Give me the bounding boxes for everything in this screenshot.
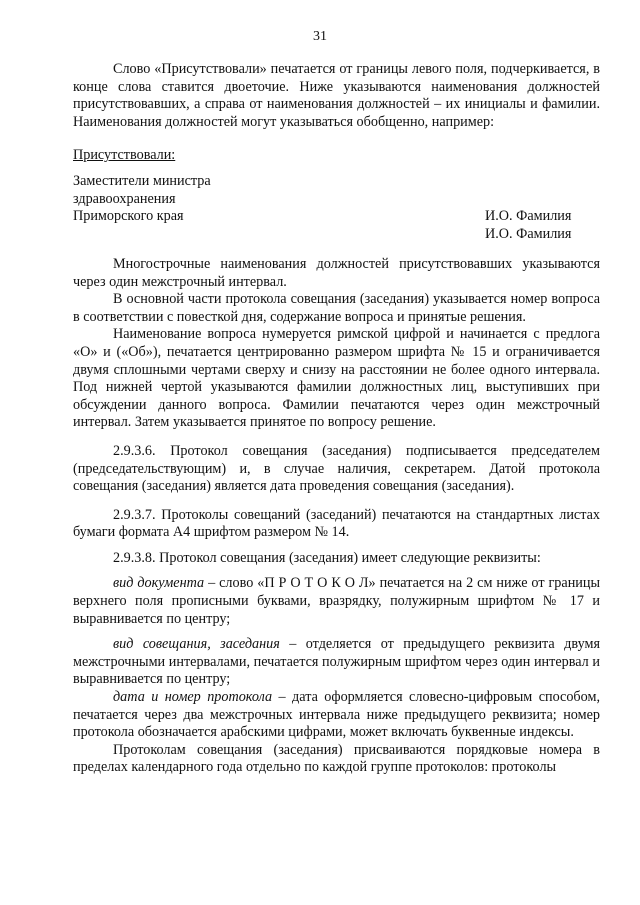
requisite-description: – дата оформляется словесно-цифровым способом, печатается через два межстрочных интервала ниже предыдущего реквизита; номер протокола обозначается арабскими цифрами, может включать буквенные индексы.	[73, 689, 601, 741]
requisite-document-type	[73, 575, 600, 628]
requisite-date-number	[73, 689, 600, 742]
requisite-meeting-type	[73, 636, 600, 689]
requisite-term: вид документа	[113, 575, 205, 592]
requisite-term: дата и номер протокола	[113, 689, 273, 706]
person-name: И.О. Фамилия	[485, 207, 572, 224]
page-number: 31	[313, 29, 327, 44]
clause-2-9-3-6: 2.9.3.6. Протокол совещания (заседания) подписывается председателем (председательствующим) и, в случае наличия, секретарем. Датой протокола совещания (заседания) является дата проведения совещания (заседания).	[73, 442, 600, 495]
position-line: Заместители министра	[73, 172, 211, 189]
requisite-term: вид совещания, заседания	[113, 636, 280, 653]
positions-list	[73, 173, 323, 226]
multiline-positions-paragraph: Многострочные наименования должностей присутствовавших указываются через один межстрочный интервал.	[73, 255, 600, 290]
requisite-description: – слово «П Р О Т О К О Л» печатается на 2 см ниже от границы верхнего поля прописными буквами, вразрядку, полужирным шрифтом № 17 и выравнивается по центру;	[73, 575, 601, 627]
position-line: здравоохранения	[73, 190, 176, 207]
page-body	[73, 61, 600, 777]
question-name-paragraph: Наименование вопроса нумеруется римской цифрой и начинается с предлога «О» и («Об»), печатается центрированно размером шрифта № 15 и ограничивается двумя сплошными чертами сверху и снизу на расстоянии не более одного интервала. Под нижней чертой указываются фамилии должностных лиц, выступивших при обсуждении данного вопроса. Фамилии печатаются через один межстрочный интервал. Затем указывается принятое по вопросу решение.	[73, 326, 600, 431]
numbering-paragraph: Протоколам совещания (заседания) присваиваются порядковые номера в пределах календарного года отдельно по каждой группе протоколов: протоколы	[73, 741, 600, 776]
intro-paragraph: Слово «Присутствовали» печатается от границы левого поля, подчеркивается, в конце слова ставится двоеточие. Ниже указываются наименования должностей присутствовавших, а справа от наименования должностей – их инициалы и фамилии. Наименования должностей могут указываться обобщенно, например:	[73, 61, 600, 130]
requisite-description: – отделяется от предыдущего реквизита двумя межстрочными интервалами, печатается полужирным шрифтом через один интервал и выравнивается по центру;	[73, 636, 600, 688]
position-line: Приморского края	[73, 208, 184, 225]
main-part-paragraph: В основной части протокола совещания (заседания) указывается номер вопроса в соответствии с повесткой дня, содержание вопроса и принятые решения.	[73, 291, 600, 325]
clause-2-9-3-7: 2.9.3.7. Протоколы совещаний (заседаний) печатаются на стандартных листах бумаги формата А4 шрифтом размером № 14.	[73, 506, 600, 541]
names-list	[485, 208, 600, 243]
present-example	[73, 173, 600, 245]
clause-2-9-3-8: 2.9.3.8. Протокол совещания (заседания) имеет следующие реквизиты:	[113, 549, 541, 566]
person-name: И.О. Фамилия	[485, 225, 572, 242]
present-heading: Присутствовали:	[73, 147, 176, 164]
